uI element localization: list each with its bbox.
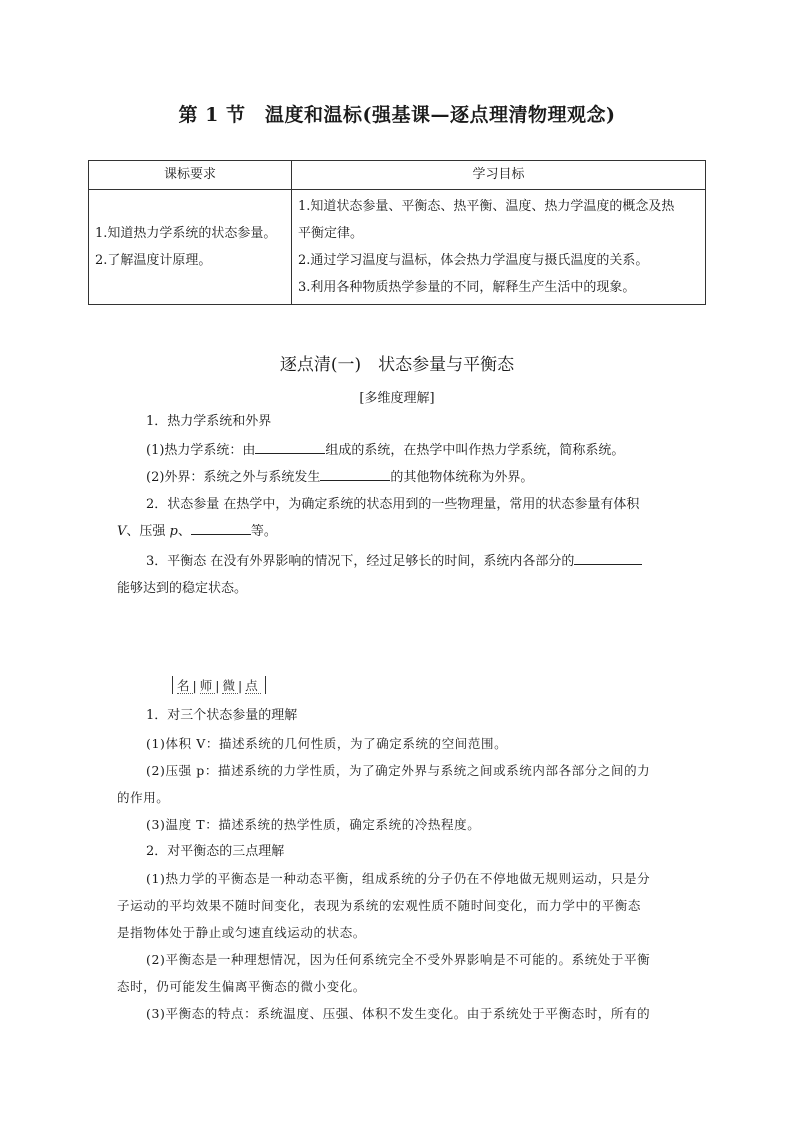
goals-cell [292,190,706,305]
symbol-p: p [169,524,178,539]
note-2a-line1: (1)热力学的平衡态是一种动态平衡，组成系统的分子仍在不停地做无规则运动，只是分 [146,871,651,886]
note-2b-line2: 态时，仍可能发生偏离平衡态的微小变化。 [117,979,366,994]
note-2a-line3: 是指物体处于静止或匀速直线运动的状态。 [117,925,366,940]
table-header-goals: 学习目标 [292,161,706,190]
requirement-item: 1.知道热力学系统的状态参量。 [95,226,277,241]
item-2-mid: 、压强 [126,524,170,539]
requirement-item: 2.了解温度计原理。 [95,253,212,268]
item-2-cont [117,518,277,545]
fill-blank[interactable] [255,439,325,454]
table-header-requirements: 课标要求 [89,161,292,190]
item-1b [146,464,533,491]
section-tag: [多维度理解] [359,391,435,406]
badge-char: 点 [245,678,261,693]
item-3-cont: 能够达到的稳定状态。 [117,581,248,596]
item-1a [146,437,624,464]
note-2a-line2: 子运动的平均效果不随时间变化，表现为系统的宏观性质不随时间变化，而力学中的平衡态 [117,898,642,913]
item-3 [146,548,642,575]
item-1a-suffix: 组成的系统，在热学中叫作热力学系统，简称系统。 [325,443,625,458]
teacher-tips-badge: 名|师|微|点 [172,676,266,694]
note-2b-line1: (2)平衡态是一种理想情况，因为任何系统完全不受外界影响是不可能的。系统处于平衡 [146,952,651,967]
note-1c: (3)温度 T：描述系统的热学性质，确定系统的冷热程度。 [146,817,481,832]
badge-char: 微 [222,678,238,693]
requirements-cell [89,190,292,305]
item-3-prefix: 3．平衡态 在没有外界影响的情况下，经过足够长的时间，系统内各部分的 [146,554,575,569]
goal-line: 2.通过学习温度与温标，体会热力学温度与摄氏温度的关系。 [298,253,649,268]
item-1-title: 1．热力学系统和外界 [146,414,272,429]
item-2: 2．状态参量 在热学中，为确定系统的状态用到的一些物理量，常用的状态参量有体积 [146,497,640,512]
fill-blank[interactable] [191,520,251,535]
symbol-v: V [117,524,127,539]
page-title: 第 1 节 温度和温标(强基课—逐点理清物理观念) [178,104,616,126]
curriculum-table [88,160,706,305]
note-1a: (1)体积 V：描述系统的几何性质，为了确定系统的空间范围。 [146,736,508,751]
note-1-title: 1．对三个状态参量的理解 [146,708,298,723]
badge-char: 师 [199,678,216,693]
goal-line: 3.利用各种物质热学参量的不同，解释生产生活中的现象。 [298,280,636,295]
goal-line: 1.知道状态参量、平衡态、热平衡、温度、热力学温度的概念及热 [298,199,675,214]
fill-blank[interactable] [574,550,642,565]
note-1b-line2: 的作用。 [117,790,170,805]
note-2-title: 2．对平衡态的三点理解 [146,844,285,859]
fill-blank[interactable] [320,466,390,481]
item-2-sep: 、 [177,524,191,539]
section-title: 逐点清(一) 状态参量与平衡态 [279,355,515,375]
item-1a-prefix: (1)热力学系统：由 [146,443,256,458]
item-1b-suffix: 的其他物体统称为外界。 [390,470,534,485]
note-1b-line1: (2)压强 p：描述系统的力学性质，为了确定外界与系统之间或系统内部各部分之间的力 [146,763,651,778]
goal-line: 平衡定律。 [298,226,364,241]
note-2c-line1: (3)平衡态的特点：系统温度、压强、体积不发生变化。由于系统处于平衡态时，所有的 [146,1006,651,1021]
badge-char: 名 [177,678,193,693]
item-1b-prefix: (2)外界：系统之外与系统发生 [146,470,321,485]
item-2-suffix: 等。 [250,524,277,539]
